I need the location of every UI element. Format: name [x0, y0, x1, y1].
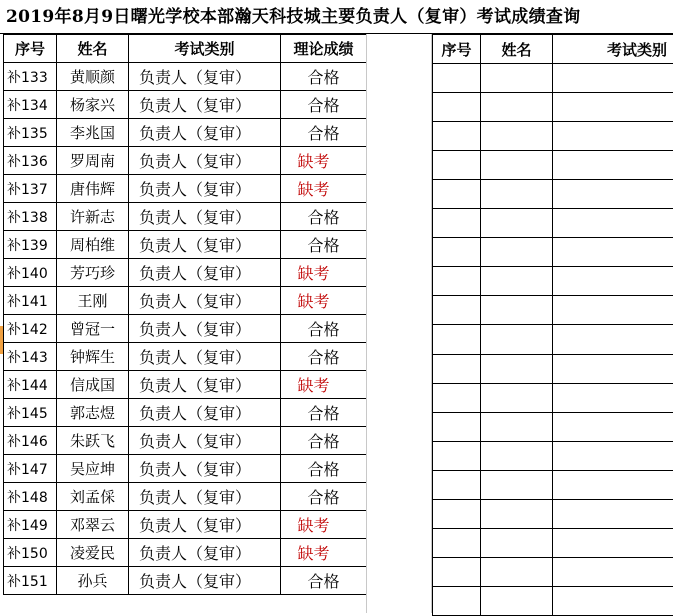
empty-row[interactable]	[433, 354, 673, 383]
row-category-cell[interactable]: 负责人（复审）	[129, 203, 281, 231]
row-name-cell[interactable]: 王刚	[57, 287, 129, 315]
row-category-cell[interactable]: 负责人（复审）	[129, 259, 281, 287]
empty-cell[interactable]	[481, 586, 553, 615]
empty-cell[interactable]	[553, 354, 673, 383]
empty-cell[interactable]	[433, 325, 481, 354]
header-cell-category[interactable]: 考试类别	[129, 35, 281, 63]
row-id-cell[interactable]: 补137	[4, 175, 57, 203]
empty-cell[interactable]	[433, 209, 481, 238]
row-id-cell[interactable]: 补140	[4, 259, 57, 287]
row-id-cell[interactable]: 补144	[4, 371, 57, 399]
empty-cell[interactable]	[433, 238, 481, 267]
empty-cell[interactable]	[433, 528, 481, 557]
row-result-cell[interactable]: 合格	[281, 231, 367, 259]
row-result-cell[interactable]: 合格	[281, 119, 367, 147]
row-name-cell[interactable]: 郭志煜	[57, 399, 129, 427]
active-row-marker	[0, 326, 3, 354]
row-category-cell[interactable]: 负责人（复审）	[129, 455, 281, 483]
empty-row[interactable]	[433, 441, 673, 470]
header-cell-name[interactable]: 姓名	[481, 35, 553, 64]
row-result-cell[interactable]: 合格	[281, 91, 367, 119]
row-category-cell[interactable]: 负责人（复审）	[129, 539, 281, 567]
empty-cell[interactable]	[481, 383, 553, 412]
empty-cell[interactable]	[553, 412, 673, 441]
results-table-body	[4, 63, 367, 595]
row-name-cell[interactable]: 黄顺颜	[57, 63, 129, 91]
empty-row[interactable]	[433, 122, 673, 151]
empty-cell[interactable]	[553, 180, 673, 209]
empty-cell[interactable]	[481, 267, 553, 296]
empty-cell[interactable]	[553, 209, 673, 238]
results-table-right	[432, 34, 673, 616]
empty-row[interactable]	[433, 209, 673, 238]
row-result-cell[interactable]: 缺考	[281, 539, 367, 567]
header-cell-id[interactable]: 序号	[433, 35, 481, 64]
empty-row[interactable]	[433, 93, 673, 122]
empty-row[interactable]	[433, 325, 673, 354]
empty-row[interactable]	[433, 470, 673, 499]
row-name-cell[interactable]: 许新志	[57, 203, 129, 231]
table-row[interactable]	[4, 175, 367, 203]
row-id-cell[interactable]: 补135	[4, 119, 57, 147]
row-name-cell[interactable]: 孙兵	[57, 567, 129, 595]
empty-cell[interactable]	[481, 64, 553, 93]
row-category-cell[interactable]: 负责人（复审）	[129, 119, 281, 147]
sheet-title: 2019年8月9日曙光学校本部瀚天科技城主要负责人（复审）考试成绩查询	[0, 0, 673, 34]
header-cell-name[interactable]: 姓名	[57, 35, 129, 63]
empty-row[interactable]	[433, 151, 673, 180]
row-category-cell[interactable]: 负责人（复审）	[129, 315, 281, 343]
row-result-cell[interactable]: 合格	[281, 455, 367, 483]
empty-cell[interactable]	[433, 441, 481, 470]
empty-table-body	[433, 64, 673, 616]
row-result-cell[interactable]: 缺考	[281, 259, 367, 287]
empty-row[interactable]	[433, 296, 673, 325]
table-row[interactable]	[4, 63, 367, 91]
row-name-cell[interactable]: 信成国	[57, 371, 129, 399]
row-name-cell[interactable]: 罗周南	[57, 147, 129, 175]
header-row	[4, 35, 367, 63]
empty-cell[interactable]	[433, 93, 481, 122]
row-name-cell[interactable]: 李兆国	[57, 119, 129, 147]
empty-cell[interactable]	[433, 586, 481, 615]
row-name-cell[interactable]: 芳巧珍	[57, 259, 129, 287]
empty-cell[interactable]	[553, 499, 673, 528]
table-row[interactable]	[4, 231, 367, 259]
row-id-cell[interactable]: 补149	[4, 511, 57, 539]
empty-cell[interactable]	[481, 238, 553, 267]
row-category-cell[interactable]: 负责人（复审）	[129, 63, 281, 91]
table-row[interactable]	[4, 511, 367, 539]
empty-cell[interactable]	[481, 122, 553, 151]
column-gridline	[366, 34, 367, 613]
row-result-cell[interactable]: 合格	[281, 483, 367, 511]
empty-cell[interactable]	[433, 122, 481, 151]
empty-cell[interactable]	[433, 354, 481, 383]
row-name-cell[interactable]: 唐伟辉	[57, 175, 129, 203]
empty-row[interactable]	[433, 64, 673, 93]
empty-cell[interactable]	[481, 557, 553, 586]
empty-cell[interactable]	[553, 325, 673, 354]
empty-cell[interactable]	[433, 64, 481, 93]
table-row[interactable]	[4, 147, 367, 175]
empty-cell[interactable]	[481, 412, 553, 441]
empty-cell[interactable]	[433, 267, 481, 296]
table-row[interactable]	[4, 371, 367, 399]
empty-row[interactable]	[433, 267, 673, 296]
empty-cell[interactable]	[433, 470, 481, 499]
empty-cell[interactable]	[553, 470, 673, 499]
row-id-cell[interactable]: 补138	[4, 203, 57, 231]
row-name-cell[interactable]: 杨家兴	[57, 91, 129, 119]
empty-cell[interactable]	[481, 325, 553, 354]
empty-row[interactable]	[433, 383, 673, 412]
row-name-cell[interactable]: 邓翠云	[57, 511, 129, 539]
empty-row[interactable]	[433, 499, 673, 528]
row-id-cell[interactable]: 补134	[4, 91, 57, 119]
empty-cell[interactable]	[481, 528, 553, 557]
row-name-cell[interactable]: 曾冠一	[57, 315, 129, 343]
empty-row[interactable]	[433, 557, 673, 586]
row-id-cell[interactable]: 补136	[4, 147, 57, 175]
empty-cell[interactable]	[481, 296, 553, 325]
empty-cell[interactable]	[481, 499, 553, 528]
row-result-cell[interactable]: 合格	[281, 567, 367, 595]
row-name-cell[interactable]: 朱跃飞	[57, 427, 129, 455]
row-result-cell[interactable]: 缺考	[281, 371, 367, 399]
header-cell-result[interactable]: 理论成绩	[281, 35, 367, 63]
row-id-cell[interactable]: 补139	[4, 231, 57, 259]
row-result-cell[interactable]: 缺考	[281, 287, 367, 315]
row-result-cell[interactable]: 缺考	[281, 511, 367, 539]
empty-cell[interactable]	[553, 64, 673, 93]
row-category-cell[interactable]: 负责人（复审）	[129, 567, 281, 595]
table-row[interactable]	[4, 539, 367, 567]
row-result-cell[interactable]: 合格	[281, 343, 367, 371]
row-id-cell[interactable]: 补151	[4, 567, 57, 595]
empty-cell[interactable]	[553, 383, 673, 412]
row-result-cell[interactable]: 缺考	[281, 175, 367, 203]
empty-row[interactable]	[433, 586, 673, 615]
row-result-cell[interactable]: 合格	[281, 203, 367, 231]
table-row[interactable]	[4, 287, 367, 315]
row-id-cell[interactable]: 补147	[4, 455, 57, 483]
row-result-cell[interactable]: 合格	[281, 399, 367, 427]
row-id-cell[interactable]: 补143	[4, 343, 57, 371]
empty-row[interactable]	[433, 412, 673, 441]
row-name-cell[interactable]: 吴应坤	[57, 455, 129, 483]
empty-cell[interactable]	[481, 180, 553, 209]
row-id-cell[interactable]: 补142	[4, 315, 57, 343]
empty-cell[interactable]	[433, 180, 481, 209]
table-row[interactable]	[4, 399, 367, 427]
empty-cell[interactable]	[553, 238, 673, 267]
table-row[interactable]	[4, 427, 367, 455]
empty-cell[interactable]	[433, 383, 481, 412]
empty-cell[interactable]	[433, 296, 481, 325]
empty-cell[interactable]	[481, 470, 553, 499]
table-row[interactable]	[4, 567, 367, 595]
row-id-cell[interactable]: 补146	[4, 427, 57, 455]
row-category-cell[interactable]: 负责人（复审）	[129, 511, 281, 539]
row-result-cell[interactable]: 合格	[281, 315, 367, 343]
row-id-cell[interactable]: 补141	[4, 287, 57, 315]
table-row[interactable]	[4, 119, 367, 147]
row-category-cell[interactable]: 负责人（复审）	[129, 343, 281, 371]
table-row[interactable]	[4, 259, 367, 287]
row-id-cell[interactable]: 补150	[4, 539, 57, 567]
row-name-cell[interactable]: 钟辉生	[57, 343, 129, 371]
empty-cell[interactable]	[433, 151, 481, 180]
row-result-cell[interactable]: 合格	[281, 63, 367, 91]
row-id-cell[interactable]: 补148	[4, 483, 57, 511]
empty-cell[interactable]	[481, 209, 553, 238]
table-row[interactable]	[4, 315, 367, 343]
empty-cell[interactable]	[481, 93, 553, 122]
table-row[interactable]	[4, 91, 367, 119]
empty-row[interactable]	[433, 238, 673, 267]
row-id-cell[interactable]: 补133	[4, 63, 57, 91]
row-category-cell[interactable]: 负责人（复审）	[129, 287, 281, 315]
header-row	[433, 35, 673, 64]
empty-row[interactable]	[433, 180, 673, 209]
empty-cell[interactable]	[553, 122, 673, 151]
header-cell-id[interactable]: 序号	[4, 35, 57, 63]
empty-cell[interactable]	[553, 586, 673, 615]
empty-cell[interactable]	[553, 267, 673, 296]
empty-cell[interactable]	[481, 441, 553, 470]
empty-cell[interactable]	[553, 528, 673, 557]
table-row[interactable]	[4, 483, 367, 511]
row-category-cell[interactable]: 负责人（复审）	[129, 147, 281, 175]
empty-cell[interactable]	[553, 441, 673, 470]
row-result-cell[interactable]: 缺考	[281, 147, 367, 175]
empty-row[interactable]	[433, 528, 673, 557]
empty-cell[interactable]	[553, 557, 673, 586]
table-row[interactable]	[4, 343, 367, 371]
table-row[interactable]	[4, 455, 367, 483]
header-cell-category[interactable]: 考试类别	[553, 35, 673, 64]
empty-cell[interactable]	[553, 93, 673, 122]
row-result-cell[interactable]: 合格	[281, 427, 367, 455]
row-category-cell[interactable]: 负责人（复审）	[129, 483, 281, 511]
row-category-cell[interactable]: 负责人（复审）	[129, 231, 281, 259]
row-category-cell[interactable]: 负责人（复审）	[129, 371, 281, 399]
row-name-cell[interactable]: 凌爱民	[57, 539, 129, 567]
results-table-left	[3, 34, 367, 595]
empty-cell[interactable]	[553, 151, 673, 180]
empty-cell[interactable]	[433, 499, 481, 528]
row-name-cell[interactable]: 周柏维	[57, 231, 129, 259]
row-name-cell[interactable]: 刘孟倸	[57, 483, 129, 511]
row-category-cell[interactable]: 负责人（复审）	[129, 175, 281, 203]
row-category-cell[interactable]: 负责人（复审）	[129, 91, 281, 119]
empty-cell[interactable]	[481, 354, 553, 383]
empty-cell[interactable]	[481, 151, 553, 180]
empty-cell[interactable]	[553, 296, 673, 325]
row-category-cell[interactable]: 负责人（复审）	[129, 399, 281, 427]
row-id-cell[interactable]: 补145	[4, 399, 57, 427]
empty-cell[interactable]	[433, 412, 481, 441]
row-category-cell[interactable]: 负责人（复审）	[129, 427, 281, 455]
table-row[interactable]	[4, 203, 367, 231]
empty-cell[interactable]	[433, 557, 481, 586]
